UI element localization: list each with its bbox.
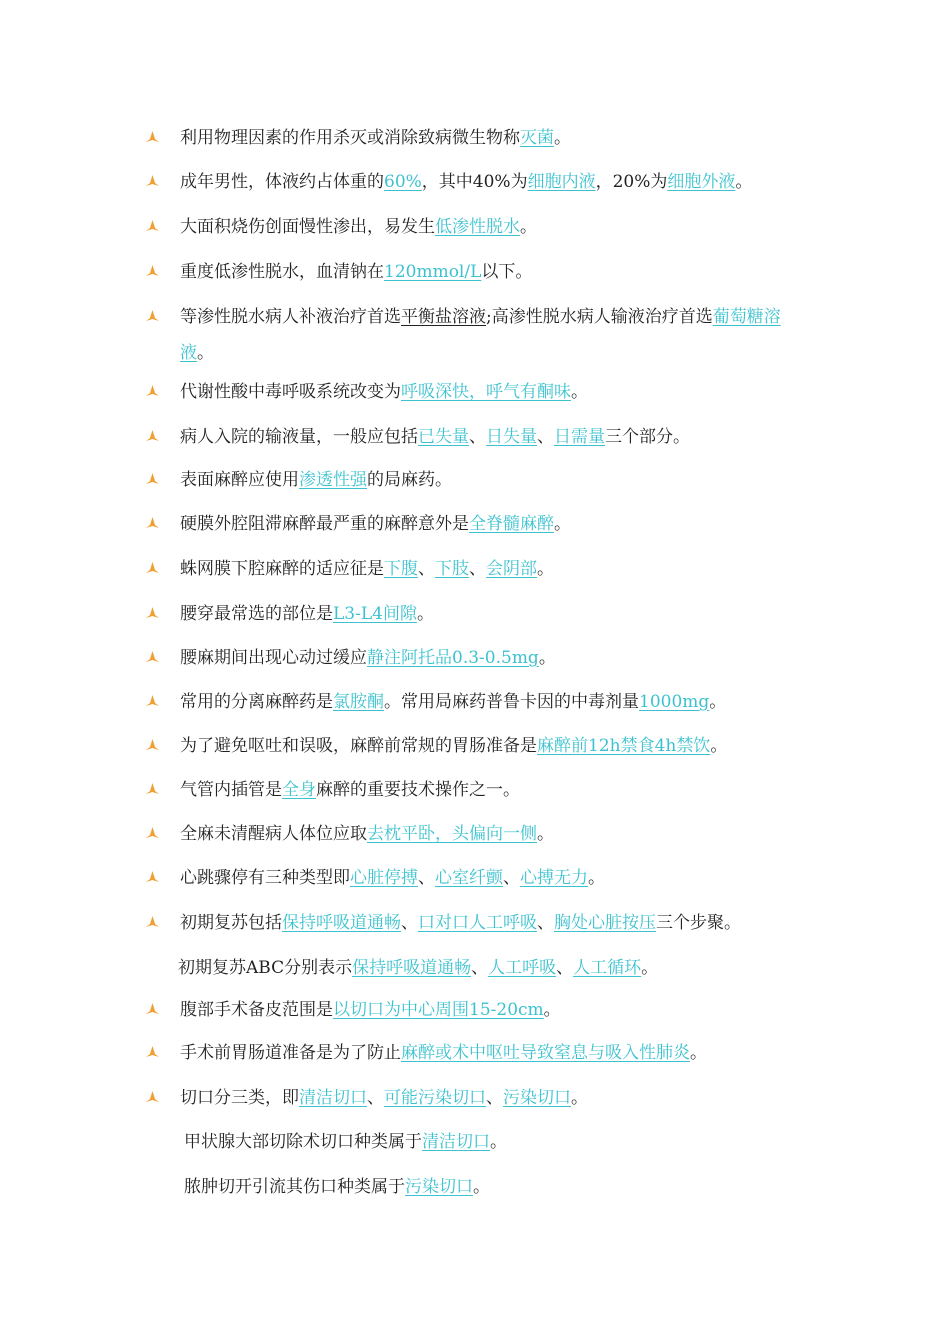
statement-text: 初期复苏包括 bbox=[180, 913, 282, 933]
statement-text: ，20%为 bbox=[595, 172, 668, 192]
answer-text: 1000mg bbox=[639, 692, 710, 712]
answer-text: 全脊髓麻醉 bbox=[469, 514, 554, 534]
statement-text: 。 bbox=[537, 559, 554, 579]
answer-text: 平衡盐溶液 bbox=[401, 307, 486, 327]
statement-text: 三个部分。 bbox=[605, 427, 690, 447]
answer-text: 日失量 bbox=[486, 427, 537, 447]
answer-text: 氯胺酮 bbox=[333, 692, 384, 712]
item-text bbox=[180, 415, 820, 459]
statement-text: 、 bbox=[503, 868, 520, 888]
statement-text: 。 bbox=[520, 217, 537, 237]
item-text bbox=[180, 116, 820, 160]
item-text bbox=[180, 988, 820, 1032]
statement-text: 。 bbox=[416, 604, 434, 624]
triangle-bullet-icon bbox=[146, 175, 159, 186]
statement-text: 、 bbox=[469, 427, 486, 447]
answer-text: 细胞外液 bbox=[667, 172, 736, 192]
statement-text: 。 bbox=[197, 343, 214, 363]
answer-text: 下肢 bbox=[435, 559, 469, 579]
answer-text: 心室纤颤 bbox=[435, 868, 503, 888]
answer-text: 心搏无力 bbox=[520, 868, 588, 888]
answer-text: 下腹 bbox=[384, 559, 418, 579]
statement-text: 。 bbox=[735, 172, 753, 192]
statement-text: 。 bbox=[588, 868, 605, 888]
statement-text: 病人入院的输液量，一般应包括 bbox=[180, 427, 418, 447]
item-text bbox=[184, 1120, 824, 1164]
item-text bbox=[180, 592, 820, 636]
statement-text: 、 bbox=[469, 559, 486, 579]
statement-text: 。 bbox=[543, 1000, 561, 1020]
answer-text: 葡萄糖溶液 bbox=[180, 307, 781, 363]
triangle-bullet-icon bbox=[146, 607, 159, 618]
statement-text: 心跳骤停有三种类型即 bbox=[180, 868, 350, 888]
statement-text: 蛛网膜下腔麻醉的适应征是 bbox=[180, 559, 384, 579]
statement-text: 大面积烧伤创面慢性渗出，易发生 bbox=[180, 217, 435, 237]
item-text bbox=[180, 458, 820, 502]
answer-text: 以切口为中心周围15-20cm bbox=[333, 1000, 544, 1020]
statement-text: 、 bbox=[537, 913, 554, 933]
answer-text: 麻醉前12h禁食4h禁饮 bbox=[537, 736, 711, 756]
item-text bbox=[180, 370, 820, 414]
triangle-bullet-icon bbox=[146, 562, 159, 573]
triangle-bullet-icon bbox=[146, 473, 159, 484]
triangle-bullet-icon bbox=[146, 385, 159, 396]
statement-text: 。 bbox=[490, 1132, 507, 1152]
statement-text: 、 bbox=[471, 958, 489, 978]
statement-text: 。 bbox=[473, 1177, 490, 1197]
statement-text: 成年男性，体液约占体重的 bbox=[180, 172, 384, 192]
item-text bbox=[180, 299, 808, 371]
answer-text: 污染切口 bbox=[503, 1088, 571, 1108]
answer-text: 去枕平卧，头偏向一侧 bbox=[367, 824, 537, 844]
triangle-bullet-icon bbox=[146, 916, 159, 927]
statement-text: 。 bbox=[538, 648, 556, 668]
item-text bbox=[184, 1165, 824, 1209]
statement-text: ;高渗性脱水病人输液治疗首选 bbox=[486, 307, 713, 327]
answer-text: L3-L4间隙 bbox=[333, 604, 417, 624]
answer-text: 清洁切口 bbox=[299, 1088, 367, 1108]
item-text bbox=[180, 547, 820, 591]
statement-text: 、 bbox=[556, 958, 574, 978]
answer-text: 会阴部 bbox=[486, 559, 537, 579]
item-text bbox=[180, 1076, 820, 1120]
item-text bbox=[180, 901, 820, 945]
statement-text: 、 bbox=[401, 913, 418, 933]
item-text bbox=[180, 502, 820, 546]
answer-text: 渗透性强 bbox=[299, 470, 367, 490]
statement-text: 以下。 bbox=[481, 262, 533, 282]
statement-text: 甲状腺大部切除术切口种类属于 bbox=[184, 1132, 422, 1152]
answer-text: 保持呼吸道通畅 bbox=[352, 958, 472, 978]
triangle-bullet-icon bbox=[146, 783, 159, 794]
answer-text: 低渗性脱水 bbox=[435, 217, 520, 237]
triangle-bullet-icon bbox=[146, 517, 159, 528]
triangle-bullet-icon bbox=[146, 1046, 159, 1057]
triangle-bullet-icon bbox=[146, 1003, 159, 1014]
triangle-bullet-icon bbox=[146, 871, 159, 882]
triangle-bullet-icon bbox=[146, 651, 159, 662]
statement-text: 切口分三类，即 bbox=[180, 1088, 299, 1108]
triangle-bullet-icon bbox=[146, 1091, 159, 1102]
statement-text: 重度低渗性脱水，血清钠在 bbox=[180, 262, 384, 282]
statement-text: 麻醉的重要技术操作之一。 bbox=[316, 780, 520, 800]
statement-text: 、 bbox=[367, 1088, 384, 1108]
answer-text: 可能污染切口 bbox=[384, 1088, 486, 1108]
item-text bbox=[180, 205, 820, 249]
statement-text: 常用的分离麻醉药是 bbox=[180, 692, 333, 712]
statement-text: 腰麻期间出现心动过缓应 bbox=[180, 648, 367, 668]
answer-text: 细胞内液 bbox=[527, 172, 596, 192]
answer-text: 静注阿托品0.3-0.5mg bbox=[367, 648, 539, 668]
statement-text: 等渗性脱水病人补液治疗首选 bbox=[180, 307, 401, 327]
statement-text: 。 bbox=[571, 1088, 588, 1108]
statement-text: 腹部手术备皮范围是 bbox=[180, 1000, 333, 1020]
statement-text: 的局麻药。 bbox=[367, 470, 452, 490]
answer-text: 全身 bbox=[282, 780, 316, 800]
triangle-bullet-icon bbox=[146, 430, 159, 441]
item-text bbox=[180, 724, 820, 768]
answer-text: 麻醉或术中呕吐导致窒息与吸入性肺炎 bbox=[401, 1043, 690, 1063]
statement-text: 。常用局麻药普鲁卡因的中毒剂量 bbox=[384, 692, 639, 712]
statement-text: 气管内插管是 bbox=[180, 780, 282, 800]
item-text bbox=[180, 1031, 820, 1075]
statement-text: 。 bbox=[554, 128, 571, 148]
statement-text: 三个步聚。 bbox=[656, 913, 741, 933]
statement-text: 脓肿切开引流其伤口种类属于 bbox=[184, 1177, 405, 1197]
statement-text: 。 bbox=[641, 958, 659, 978]
statement-text: 。 bbox=[690, 1043, 707, 1063]
answer-text: 胸处心脏按压 bbox=[554, 913, 656, 933]
statement-text: 手术前胃肠道准备是为了防止 bbox=[180, 1043, 401, 1063]
answer-text: 人工呼吸 bbox=[488, 958, 557, 978]
statement-text: ，其中40%为 bbox=[421, 172, 528, 192]
statement-text: 。 bbox=[571, 382, 588, 402]
statement-text: 。 bbox=[710, 736, 728, 756]
statement-text: 。 bbox=[554, 514, 571, 534]
statement-text: 、 bbox=[418, 559, 435, 579]
triangle-bullet-icon bbox=[146, 739, 159, 750]
triangle-bullet-icon bbox=[146, 131, 159, 142]
statement-text: 。 bbox=[537, 824, 554, 844]
statement-text: 初期复苏ABC分别表示 bbox=[178, 958, 353, 978]
triangle-bullet-icon bbox=[146, 310, 159, 321]
statement-text: 利用物理因素的作用杀灭或消除致病微生物称 bbox=[180, 128, 520, 148]
statement-text: 、 bbox=[486, 1088, 503, 1108]
statement-text: 为了避免呕吐和误吸，麻醉前常规的胃肠准备是 bbox=[180, 736, 537, 756]
answer-text: 清洁切口 bbox=[422, 1132, 490, 1152]
item-text bbox=[178, 946, 818, 990]
answer-text: 灭菌 bbox=[520, 128, 554, 148]
triangle-bullet-icon bbox=[146, 265, 159, 276]
answer-text: 120mmol/L bbox=[384, 262, 482, 282]
statement-text: 、 bbox=[537, 427, 554, 447]
statement-text: 全麻未清醒病人体位应取 bbox=[180, 824, 367, 844]
statement-text: 表面麻醉应使用 bbox=[180, 470, 299, 490]
item-text bbox=[180, 250, 820, 294]
statement-text: 腰穿最常选的部位是 bbox=[180, 604, 333, 624]
item-text bbox=[180, 768, 820, 812]
answer-text: 已失量 bbox=[418, 427, 469, 447]
answer-text: 日需量 bbox=[554, 427, 605, 447]
answer-text: 60% bbox=[384, 172, 422, 192]
statement-text: 。 bbox=[709, 692, 727, 712]
statement-text: 、 bbox=[418, 868, 435, 888]
answer-text: 呼吸深快，呼气有酮味 bbox=[401, 382, 571, 402]
answer-text: 人工循环 bbox=[573, 958, 642, 978]
item-text bbox=[180, 856, 820, 900]
answer-text: 口对口人工呼吸 bbox=[418, 913, 537, 933]
answer-text: 污染切口 bbox=[405, 1177, 473, 1197]
statement-text: 硬膜外腔阻滞麻醉最严重的麻醉意外是 bbox=[180, 514, 469, 534]
item-text bbox=[180, 812, 820, 856]
triangle-bullet-icon bbox=[146, 220, 159, 231]
answer-text: 保持呼吸道通畅 bbox=[282, 913, 401, 933]
triangle-bullet-icon bbox=[146, 695, 159, 706]
item-text bbox=[180, 636, 820, 680]
triangle-bullet-icon bbox=[146, 827, 159, 838]
answer-text: 心脏停搏 bbox=[350, 868, 418, 888]
statement-text: 代谢性酸中毒呼吸系统改变为 bbox=[180, 382, 401, 402]
item-text bbox=[180, 160, 820, 204]
item-text bbox=[180, 680, 820, 724]
